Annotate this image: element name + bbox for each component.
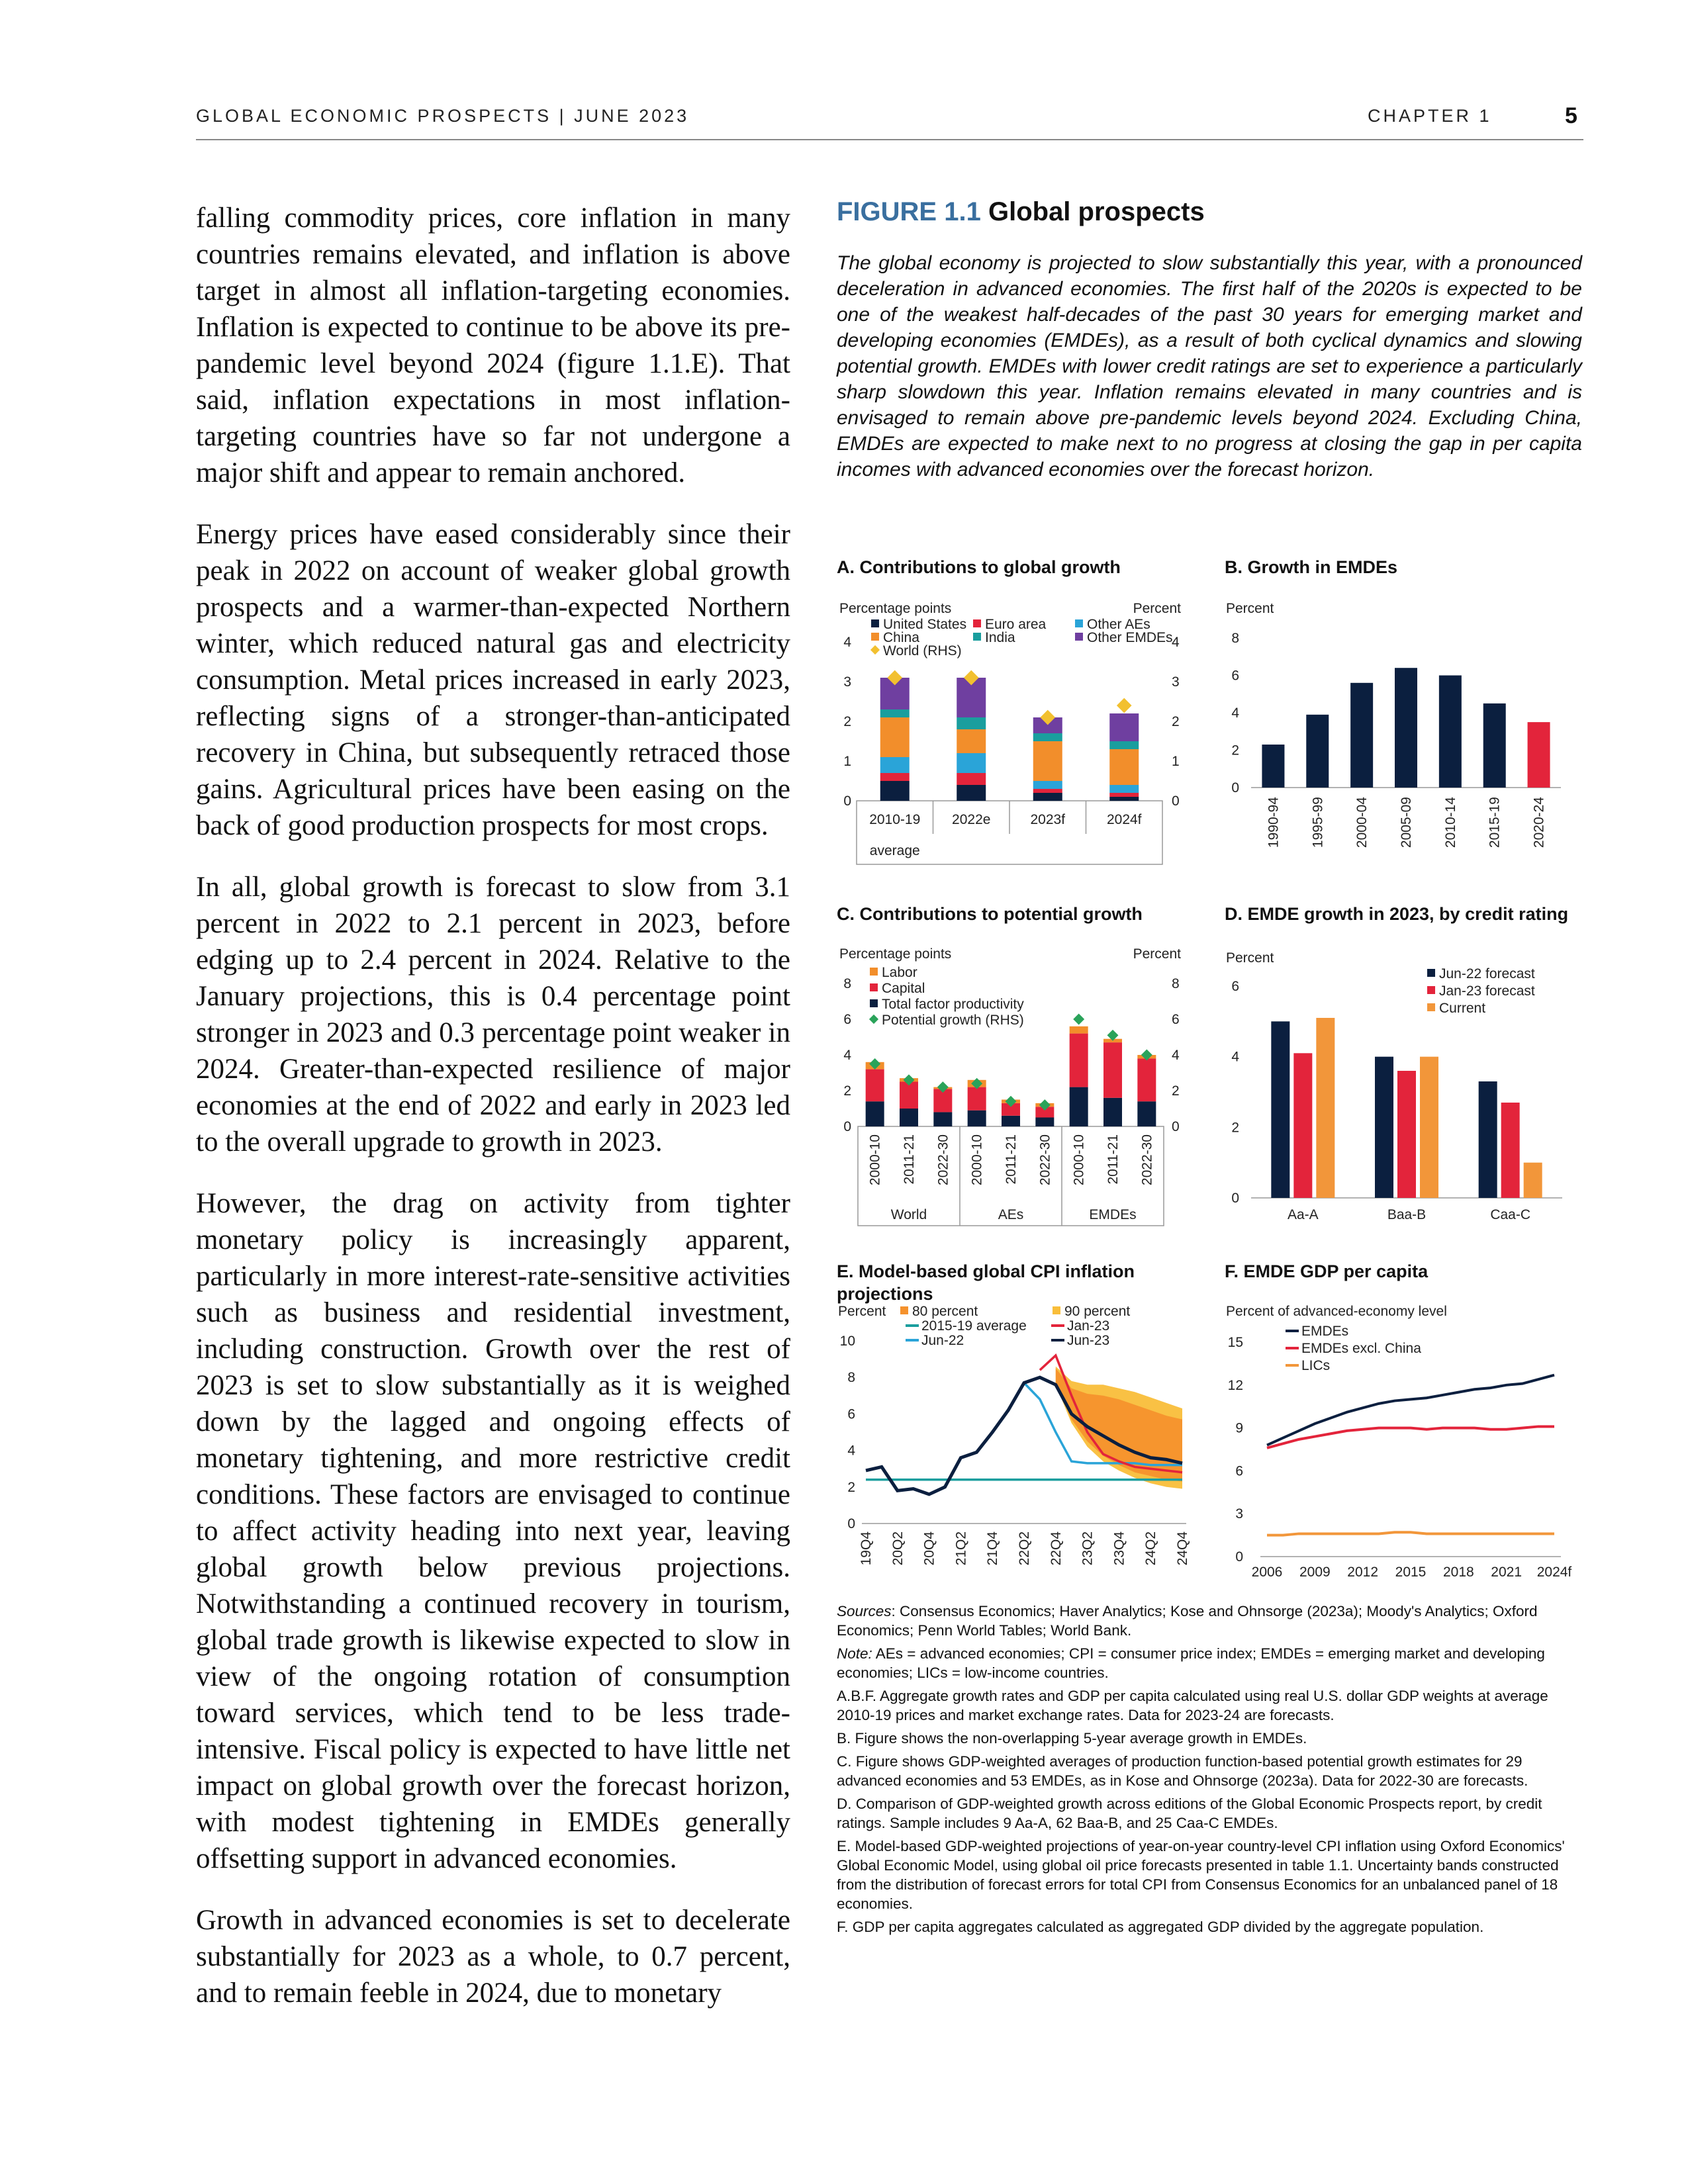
bar-segment: [1033, 789, 1062, 793]
bar-segment: [957, 753, 986, 773]
body-paragraph: falling commodity prices, core inflation in many countries remains elevated, and inflation is above target in almost all inflation-targeting economies. Inflation is expected to continue to be above its pre-pandemic level beyond 2024 (figure 1.1.E). That said, inflation expectations in most inflation-targeting countries have so far not undergone a major shift and appear to remain anchored.: [196, 203, 790, 488]
y-tick-label: 6: [843, 1012, 851, 1027]
legend-label: Labor: [882, 965, 917, 980]
y-tick-label: 2: [843, 714, 851, 729]
panel-a-title: A. Contributions to global growth: [837, 557, 1121, 577]
bar-segment: [957, 773, 986, 785]
x-tick-sublabel: average: [869, 843, 920, 858]
y-tick-label: 6: [1231, 668, 1239, 684]
legend-swatch: [1075, 633, 1083, 641]
legend-label: United States: [883, 617, 967, 632]
y-tick-label-right: 6: [1172, 1012, 1180, 1027]
bar-segment: [1109, 785, 1139, 793]
y-tick-label-right: 2: [1172, 714, 1180, 729]
x-tick-label: 2010-14: [1442, 797, 1458, 848]
bar-segment: [1109, 797, 1139, 801]
group-label: AEs: [998, 1207, 1024, 1222]
bar: [1293, 1053, 1312, 1198]
bar: [1528, 722, 1550, 788]
y-tick-label-right: 1: [1172, 754, 1180, 769]
bar-segment: [900, 1109, 918, 1126]
x-tick-label: 2011-21: [1105, 1134, 1121, 1185]
bar-segment: [866, 1069, 884, 1102]
note-e: E. Model-based GDP-weighted projections of year-on-year country-level CPI inflation using Oxford Economics' Global Economic Model, using global oil price forecasts presented in table 1.1. Uncertainty bands constructed from the distribution of forecast errors for total CPI from Consensus Economics for an unbalanced panel of 18 economies.: [837, 1838, 1565, 1912]
y-tick-label: 3: [843, 674, 851, 690]
page-number: 5: [1565, 103, 1577, 128]
body-paragraph: Growth in advanced economies is set to decelerate substantially for 2023 as a whole, to 0.7 percent, and to remain feeble in 2024, due to monetary: [196, 1905, 790, 2009]
y-tick-label-right: 4: [1172, 1048, 1180, 1063]
bar-segment: [1035, 1118, 1054, 1127]
x-tick-label: 20Q2: [890, 1531, 906, 1566]
figure-title: [837, 197, 1205, 227]
legend-label: World (RHS): [883, 643, 962, 659]
figure-intro: The global economy is projected to slow substantially this year, with a pronounced deceleration in advanced economies. The first half of the 2020s is expected to be one of the weakest half-decades of the past 30 years for emerging market and developing economies (EMDEs), as a result of both cyclical dynamics and slowing potential growth. EMDEs with lower credit ratings are set to experience a particularly sharp slowdown this year. Inflation remains elevated in many countries and is envisaged to remain above pre-pandemic levels beyond 2024. Excluding China, EMDEs are expected to make next to no progress at closing the gap in per capita incomes with advanced economies over the forecast horizon.: [837, 252, 1582, 480]
marker-diamond: [1073, 1014, 1084, 1025]
y-axis-title: Percentage points: [839, 601, 952, 616]
legend-swatch: [900, 1306, 908, 1314]
x-tick-label: 2024f: [1106, 812, 1142, 827]
x-tick-label: 2000-10: [867, 1134, 883, 1186]
y-tick-label: 0: [847, 1516, 855, 1531]
x-tick-label: 21Q4: [985, 1531, 1001, 1566]
note-c: C. Figure shows GDP-weighted averages of production function-based potential growth estimates for 29 advanced economies and 53 EMDEs, as in Kose and Ohnsorge (2023a). Data for 2022-30 are forecasts.: [837, 1753, 1528, 1789]
x-tick-label: 1995-99: [1310, 797, 1326, 848]
y-tick-label-right: 4: [1172, 635, 1180, 650]
bar: [1439, 676, 1462, 788]
x-tick-label: 2021: [1491, 1565, 1523, 1579]
y-tick-label: 3: [1235, 1506, 1243, 1522]
y-tick-label: 4: [1231, 705, 1239, 721]
bar: [1524, 1163, 1542, 1198]
note-label: Note:: [837, 1645, 872, 1662]
x-tick-label: 2022e: [952, 812, 991, 827]
legend-swatch: [973, 633, 981, 641]
bar-segment: [1109, 741, 1139, 749]
bar: [1501, 1103, 1520, 1198]
bar-segment: [933, 1112, 952, 1126]
bar: [1420, 1057, 1438, 1198]
group-label: World: [890, 1207, 927, 1222]
panel-b-title: B. Growth in EMDEs: [1225, 557, 1398, 577]
y-tick-label-right: 3: [1172, 674, 1180, 690]
y-tick-label: 15: [1227, 1335, 1243, 1350]
y-tick-label: 0: [843, 1119, 851, 1134]
bar-segment: [957, 785, 986, 801]
x-tick-label: 2000-10: [1071, 1134, 1087, 1186]
panel-c-title: C. Contributions to potential growth: [837, 904, 1143, 924]
body-paragraph: However, the drag on activity from tighter monetary policy is increasingly apparent, particularly in more interest-rate-sensitive activities such as business and residential investment, including construction. Growth over the rest of 2023 is set to slow substantially as it is weighed down by the lagged and ongoing effects of monetary tightening, and more restrictive credit conditions. These factors are envisaged to continue to affect activity heading into next year, leaving global growth below previous projections. Notwithstanding a continued recovery in tourism, global trade growth is likewise expected to slow in view of the ongoing rotation of consumption toward services, which tend to be less trade-intensive. Fiscal policy is expected to have little net impact on global growth over the forecast horizon, with modest tightening in EMDEs generally offsetting support in advanced economies.: [196, 1188, 790, 1874]
bar-segment: [1070, 1087, 1088, 1126]
legend-swatch: [870, 999, 878, 1007]
x-tick-label: 2005-09: [1399, 797, 1414, 848]
y-tick-label: 12: [1227, 1377, 1243, 1393]
bar-segment: [957, 717, 986, 729]
y-tick-label: 9: [1235, 1420, 1243, 1436]
legend-label: Jun-22 forecast: [1439, 966, 1535, 981]
legend-swatch: [973, 619, 981, 627]
legend-swatch: [871, 633, 879, 641]
x-tick-label: 2012: [1347, 1565, 1379, 1579]
bar: [1306, 715, 1329, 788]
group-label: EMDEs: [1089, 1207, 1137, 1222]
legend-label: Other EMDEs: [1087, 630, 1173, 645]
bar-segment: [1033, 793, 1062, 801]
running-header-title: GLOBAL ECONOMIC PROSPECTS | JUNE 2023: [196, 106, 690, 126]
bar-segment: [1109, 713, 1139, 741]
legend-diamond: [869, 1015, 878, 1024]
bar-segment: [968, 1087, 986, 1111]
bar: [1479, 1081, 1497, 1198]
legend-label: Jun-22: [921, 1333, 964, 1348]
legend-swatch: [1075, 619, 1083, 627]
y-tick-label: 6: [1235, 1463, 1243, 1479]
legend-swatch: [870, 983, 878, 991]
legend-swatch: [1053, 1306, 1060, 1314]
y-axis-title: Percent: [1226, 601, 1274, 616]
x-tick-label: 2011-21: [1004, 1134, 1019, 1185]
x-tick-label: Baa-B: [1387, 1207, 1427, 1222]
x-tick-label: Aa-A: [1287, 1207, 1319, 1222]
bar: [1483, 704, 1506, 788]
y-tick-label-right: 8: [1172, 976, 1180, 991]
body-text: [196, 200, 790, 2036]
x-tick-label: 2020-24: [1531, 797, 1547, 848]
bar-segment: [900, 1082, 918, 1109]
x-tick-label: 2009: [1299, 1565, 1331, 1579]
chart-b: [1225, 596, 1582, 867]
x-tick-label: 2024f: [1536, 1565, 1572, 1579]
bar-segment: [957, 729, 986, 753]
bar-segment: [880, 781, 910, 801]
bar-segment: [1109, 793, 1139, 797]
legend-label: Potential growth (RHS): [882, 1013, 1024, 1028]
bar-segment: [1070, 1026, 1088, 1034]
x-tick-label: 2000-04: [1354, 797, 1370, 848]
x-tick-label: 24Q2: [1143, 1531, 1159, 1566]
y-tick-label: 4: [1231, 1049, 1239, 1065]
bar-segment: [880, 773, 910, 781]
bar: [1375, 1057, 1393, 1198]
x-tick-label: Caa-C: [1490, 1207, 1531, 1222]
legend-label: Jan-23: [1067, 1318, 1110, 1334]
y-tick-label: 10: [839, 1334, 855, 1349]
bar-segment: [1070, 1034, 1088, 1087]
bar: [1350, 683, 1373, 788]
y-tick-label: 8: [847, 1370, 855, 1386]
bar-segment: [1033, 741, 1062, 781]
y-tick-label: 0: [1231, 780, 1239, 796]
y-axis-title: Percent of advanced-economy level: [1226, 1304, 1447, 1319]
y-axis-title: Percentage points: [839, 946, 952, 962]
bar-segment: [1033, 733, 1062, 741]
x-tick-label: 2022-30: [1037, 1134, 1053, 1186]
bar-segment: [1002, 1116, 1020, 1126]
x-tick-label: 2022-30: [1139, 1134, 1155, 1186]
chart-e: [837, 1301, 1207, 1579]
body-paragraph: In all, global growth is forecast to slow from 3.1 percent in 2022 to 2.1 percent in 2023, before edging up to 2.4 percent in 2024. Relative to the January projections, this is 0.4 percentage point stronger in 2023 and 0.3 percentage point weaker in 2024. Greater-than-expected resilience of major economies at the end of 2022 and early in 2023 led to the overall upgrade to growth in 2023.: [196, 872, 790, 1158]
y-axis-title: Percent: [1226, 950, 1274, 966]
bar-segment: [880, 717, 910, 757]
figure-label: FIGURE 1.1: [837, 197, 981, 226]
x-tick-label: 19Q4: [859, 1531, 874, 1566]
x-tick-label: 23Q4: [1111, 1531, 1127, 1566]
note-abf: A.B.F. Aggregate growth rates and GDP per capita calculated using real U.S. dollar GDP weights at average 2010-19 prices and market exchange rates. Data for 2023-24 are forecasts.: [837, 1688, 1548, 1723]
note-text: AEs = advanced economies; CPI = consumer price index; EMDEs = emerging market and developing economies; LICs = low-income countries.: [837, 1645, 1545, 1681]
y-axis-title-right: Percent: [1133, 601, 1181, 616]
y-tick-label: 8: [1231, 631, 1239, 646]
bar-segment: [866, 1101, 884, 1126]
note-d: D. Comparison of GDP-weighted growth across editions of the Global Economic Prospects report, by credit ratings. Sample includes 9 Aa-A, 62 Baa-B, and 25 Caa-C EMDEs.: [837, 1796, 1542, 1831]
y-tick-label: 2: [847, 1479, 855, 1495]
legend-label: 90 percent: [1064, 1304, 1131, 1319]
y-tick-label-right: 0: [1172, 794, 1180, 809]
panel-f-title: F. EMDE GDP per capita: [1225, 1261, 1429, 1281]
sources-label: Sources: [837, 1603, 892, 1619]
bar: [1262, 745, 1284, 788]
y-axis-title: Percent: [838, 1304, 886, 1319]
legend-label: Jan-23 forecast: [1439, 983, 1535, 999]
y-tick-label: 0: [1235, 1549, 1243, 1565]
figure-title-text: Global prospects: [988, 197, 1205, 226]
x-tick-label: 2011-21: [902, 1134, 917, 1185]
chart-c: [837, 945, 1207, 1230]
bar-segment: [968, 1111, 986, 1126]
legend-label: LICs: [1301, 1358, 1331, 1373]
y-tick-label-right: 2: [1172, 1083, 1180, 1099]
sources-text: : Consensus Economics; Haver Analytics; Kose and Ohnsorge (2023a); Moody's Analytics; Oxford Economics; Penn World Tables; World Bank.: [837, 1603, 1538, 1639]
legend-label: EMDEs: [1301, 1324, 1349, 1339]
legend-swatch: [1427, 1003, 1435, 1011]
x-tick-label: 22Q2: [1017, 1531, 1032, 1566]
x-tick-label: 2023f: [1030, 812, 1066, 827]
chart-d: [1225, 945, 1582, 1230]
legend-label: Other AEs: [1087, 617, 1150, 632]
legend-swatch: [1427, 969, 1435, 977]
note-f: F. GDP per capita aggregates calculated as aggregated GDP divided by the aggregate population.: [837, 1919, 1484, 1935]
note-b: B. Figure shows the non-overlapping 5-year average growth in EMDEs.: [837, 1730, 1307, 1747]
bar: [1397, 1071, 1416, 1198]
y-tick-label: 0: [843, 794, 851, 809]
y-tick-label-right: 0: [1172, 1119, 1180, 1134]
x-tick-label: 1990-94: [1266, 797, 1282, 848]
bar-segment: [1033, 781, 1062, 789]
legend-label: Total factor productivity: [882, 997, 1024, 1012]
bar: [1316, 1018, 1335, 1198]
marker-diamond: [1117, 698, 1132, 713]
x-tick-label: 21Q2: [953, 1531, 969, 1566]
y-tick-label: 2: [1231, 743, 1239, 758]
legend-label: 2015-19 average: [921, 1318, 1027, 1334]
sources-note: [837, 1602, 1582, 1640]
body-paragraph: Energy prices have eased considerably since their peak in 2022 on account of weaker global growth prospects and a warmer-than-expected Northern winter, which reduced natural gas and electricity consumption. Metal prices increased in early 2023, reflecting signs of a stronger-than-anticipated recovery in China, but subsequently retraced those gains. Agricultural prices have been easing on the back of good production prospects for most crops.: [196, 519, 790, 841]
y-tick-label: 4: [847, 1443, 855, 1459]
legend-label: 80 percent: [912, 1304, 978, 1319]
x-tick-label: 2022-30: [935, 1134, 951, 1186]
x-tick-label: 2006: [1251, 1565, 1283, 1579]
bar-segment: [1137, 1058, 1156, 1101]
x-tick-label: 2015: [1395, 1565, 1427, 1579]
series-line: [1267, 1375, 1554, 1445]
bar: [1395, 668, 1417, 788]
legend-swatch: [870, 968, 878, 976]
y-tick-label: 6: [1231, 979, 1239, 994]
x-tick-label: 24Q4: [1175, 1531, 1190, 1566]
x-tick-label: 22Q4: [1048, 1531, 1064, 1566]
x-tick-label: 23Q2: [1080, 1531, 1096, 1566]
legend-label: China: [883, 630, 919, 645]
x-tick-label: 2018: [1442, 1565, 1474, 1579]
chart-a: [837, 596, 1207, 867]
bar: [1271, 1021, 1289, 1198]
series-line: [1267, 1532, 1554, 1535]
y-tick-label: 8: [843, 976, 851, 991]
y-tick-label: 6: [847, 1406, 855, 1422]
x-tick-label: 2000-10: [969, 1134, 985, 1186]
legend-label: India: [985, 630, 1015, 645]
legend-label: Capital: [882, 981, 925, 996]
figure-notes: [837, 1602, 1582, 1940]
bar-segment: [1109, 749, 1139, 785]
x-tick-label: 2015-19: [1487, 797, 1503, 848]
abbrev-note: [837, 1644, 1582, 1682]
header-rule: [196, 139, 1583, 140]
legend-label: EMDEs excl. China: [1301, 1341, 1421, 1356]
chart-f: [1225, 1301, 1582, 1579]
panel-d-title: D. EMDE growth in 2023, by credit rating: [1225, 904, 1569, 924]
y-tick-label: 2: [1231, 1120, 1239, 1136]
y-tick-label: 0: [1231, 1191, 1239, 1206]
bar-segment: [880, 757, 910, 773]
running-header-chapter: CHAPTER 1: [1368, 106, 1492, 126]
legend-diamond: [870, 645, 880, 655]
bar-segment: [880, 709, 910, 717]
y-axis-title-right: Percent: [1133, 946, 1181, 962]
legend-swatch: [1427, 986, 1435, 994]
y-tick-label: 4: [843, 1048, 851, 1063]
series-line: [1267, 1426, 1554, 1447]
bar-segment: [1137, 1101, 1156, 1126]
x-tick-label: 20Q4: [921, 1531, 937, 1566]
x-tick-label: 2010-19: [869, 812, 921, 827]
legend-swatch: [871, 619, 879, 627]
legend-label: Current: [1439, 1001, 1486, 1016]
y-tick-label: 2: [843, 1083, 851, 1099]
panel-e-title: E. Model-based global CPI inflation projections: [837, 1261, 1135, 1304]
legend-label: Euro area: [985, 617, 1047, 632]
y-tick-label: 1: [843, 754, 851, 769]
legend-label: Jun-23: [1067, 1333, 1110, 1348]
bar-segment: [1103, 1042, 1122, 1098]
bar-segment: [1103, 1098, 1122, 1126]
y-tick-label: 4: [843, 635, 851, 650]
